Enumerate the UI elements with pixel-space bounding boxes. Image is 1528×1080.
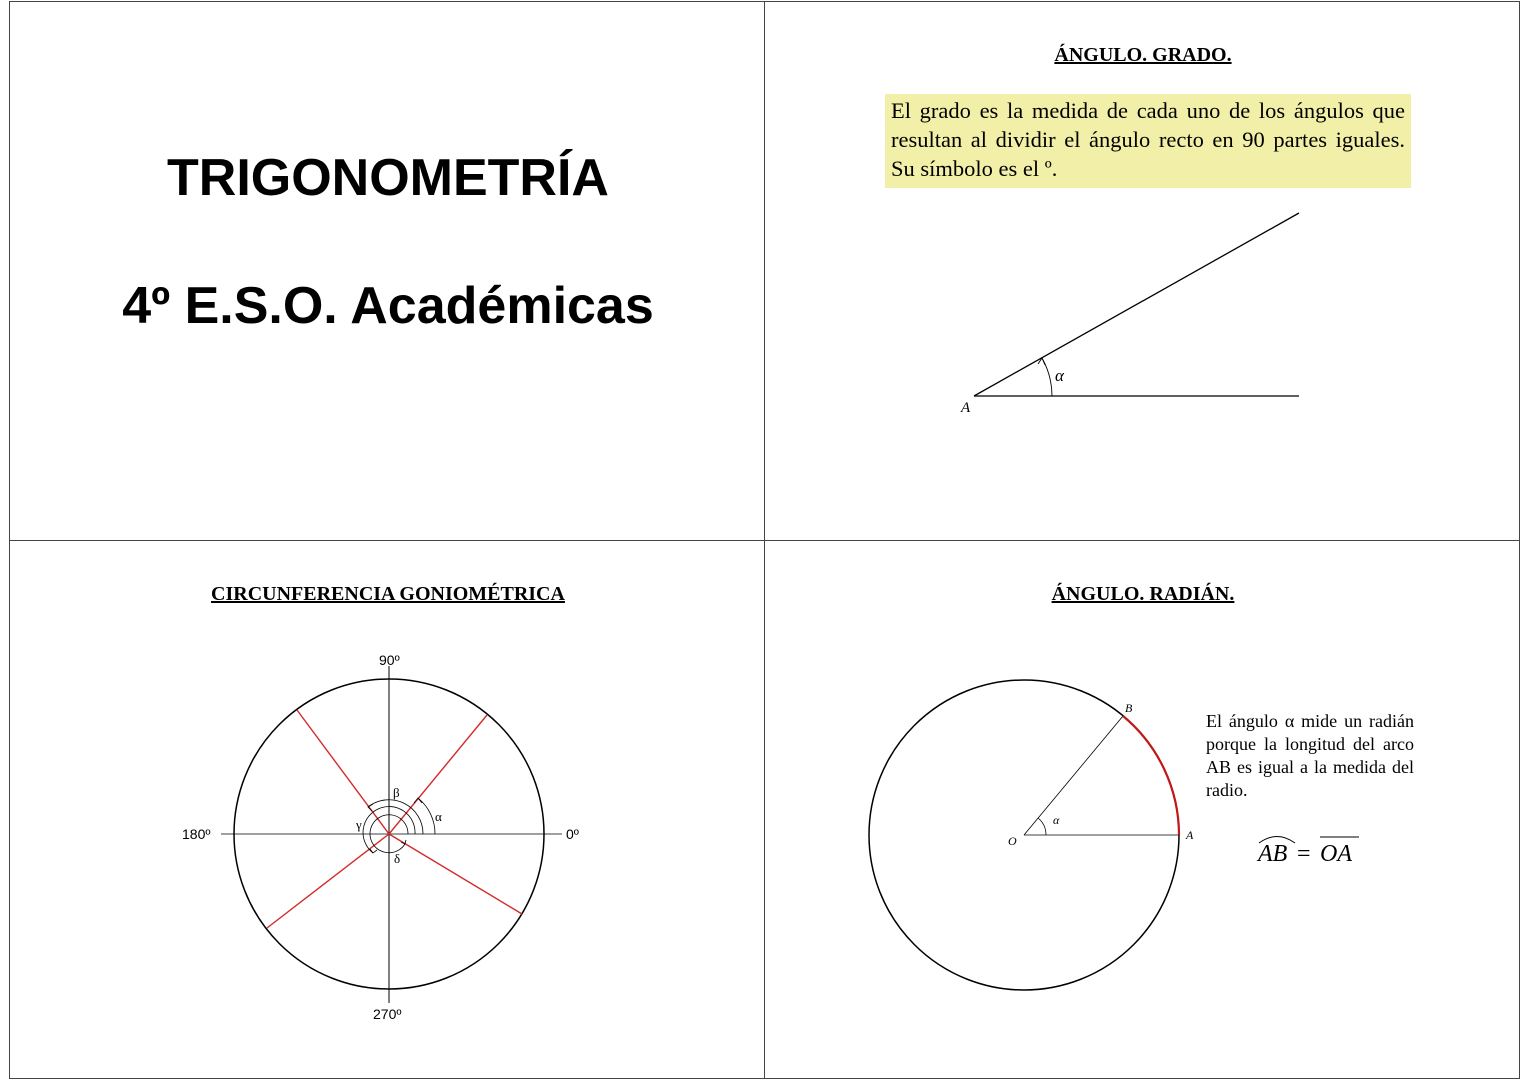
radius-beta (297, 710, 389, 834)
angle-alpha-label: α (1055, 366, 1064, 385)
arrowhead-icon (370, 849, 377, 853)
alpha-arc (1038, 818, 1046, 835)
radian-title: ÁNGULO. RADIÁN. (1051, 583, 1235, 605)
vertex-a-label: A (961, 400, 971, 416)
delta-label: δ (394, 851, 401, 866)
alpha-label: α (435, 809, 442, 824)
gamma-label: γ (356, 817, 362, 832)
arrowhead-icon (368, 804, 373, 811)
label-270: 270º (373, 1006, 402, 1022)
formula-segment-oa: OA (1320, 841, 1352, 867)
grado-definition: El grado es la medida de cada uno de los ángulos que resultan al dividir el ángulo recto en 90 partes iguales. Su símbolo es el º. (885, 94, 1411, 188)
cover-title: TRIGONOMETRÍA (167, 149, 609, 207)
circunferencia-title: CIRCUNFERENCIA GONIOMÉTRICA (211, 583, 565, 605)
label-0: 0º (566, 826, 579, 842)
circunferencia-slide (9, 540, 765, 1079)
grado-title: ÁNGULO. GRADO. (1054, 44, 1232, 66)
cover-subtitle: 4º E.S.O. Académicas (122, 277, 654, 335)
o-label: O (1008, 834, 1017, 848)
radius-gamma (267, 834, 389, 928)
angle-upper-ray (974, 213, 1299, 396)
radius-delta (389, 834, 522, 914)
alpha-label: α (1053, 813, 1060, 827)
cover-slide (9, 1, 765, 541)
arc-ab (1123, 716, 1179, 835)
radius-ob (1024, 716, 1123, 835)
alpha-arc (418, 798, 435, 834)
beta-label: β (393, 785, 400, 800)
radian-explanation: El ángulo α mide un radián porque la longitud del arco AB es igual a la medida del radio. (1206, 711, 1414, 800)
label-180: 180º (182, 826, 211, 842)
label-90: 90º (379, 652, 400, 668)
grado-diagram (765, 2, 1521, 542)
circle-diagram (10, 541, 766, 1080)
radian-slide (764, 540, 1520, 1079)
radian-diagram (765, 541, 1521, 1080)
angle-arc (1042, 358, 1052, 396)
grado-slide (764, 1, 1520, 541)
b-label: B (1125, 701, 1133, 715)
formula-equals: = (1297, 841, 1311, 867)
a-label: A (1186, 828, 1194, 842)
formula-arc-ab: AB (1258, 841, 1288, 867)
